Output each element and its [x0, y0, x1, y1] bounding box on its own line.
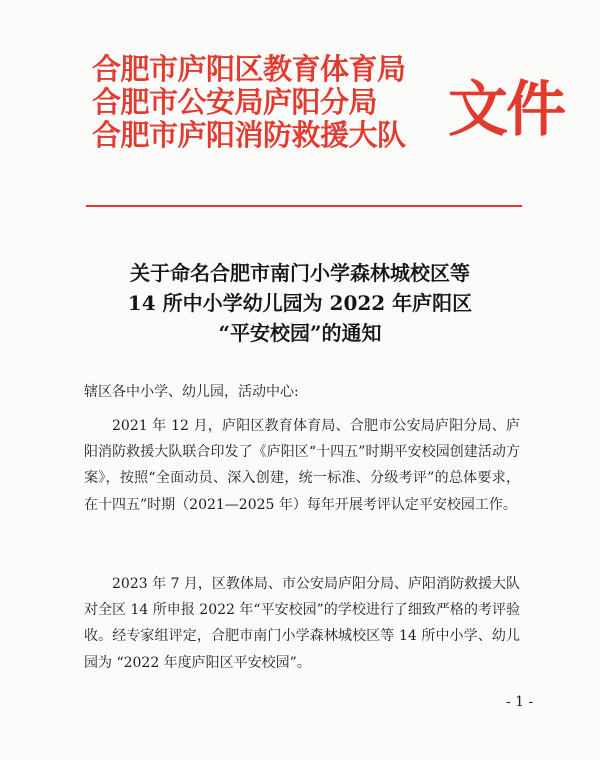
document-label: 文件: [448, 75, 564, 145]
issuer-fire-rescue-brigade: 合肥市庐阳消防救援大队: [92, 118, 406, 152]
title-line: 关于命名合肥市南门小学森林城校区等: [130, 261, 470, 285]
title-line: “平安校园”的通知: [218, 321, 382, 345]
issuer-public-security-bureau: 合肥市公安局庐阳分局: [92, 85, 378, 119]
issuing-authorities: [92, 53, 464, 152]
issuer-education-bureau: 合肥市庐阳区教育体育局: [92, 52, 406, 86]
title-line: 14 所中小学幼儿园为 2022 年庐阳区: [127, 291, 473, 315]
body-paragraph: 2023 年 7 月，区教体局、市公安局庐阳分局、庐阳消防救援大队对全区 14 所申报 2022 年“平安校园”的学校进行了细致严格的考评验收。经专家组评定，合肥市南门小学森林城校区等 14 所中小学、幼儿园为 “2022 年度庐阳区平安校园”。: [84, 576, 520, 671]
body-paragraph: 2021 年 12 月，庐阳区教育体育局、合肥市公安局庐阳分局、庐阳消防救援大队联合印发了《庐阳区“十四五”时期平安校园创建活动方案》，按照“全面动员、深入创建，统一标准、分级考评”的总体要求，在十四五”时期（2021—2025 年）每年开展考评认定平安校园工作。: [84, 418, 520, 513]
page-number: - 1 -: [506, 694, 534, 710]
document-title: [60, 258, 540, 348]
addressee: 辖区各中小学、幼儿园，活动中心:: [84, 384, 299, 400]
red-header-divider: [86, 205, 522, 207]
